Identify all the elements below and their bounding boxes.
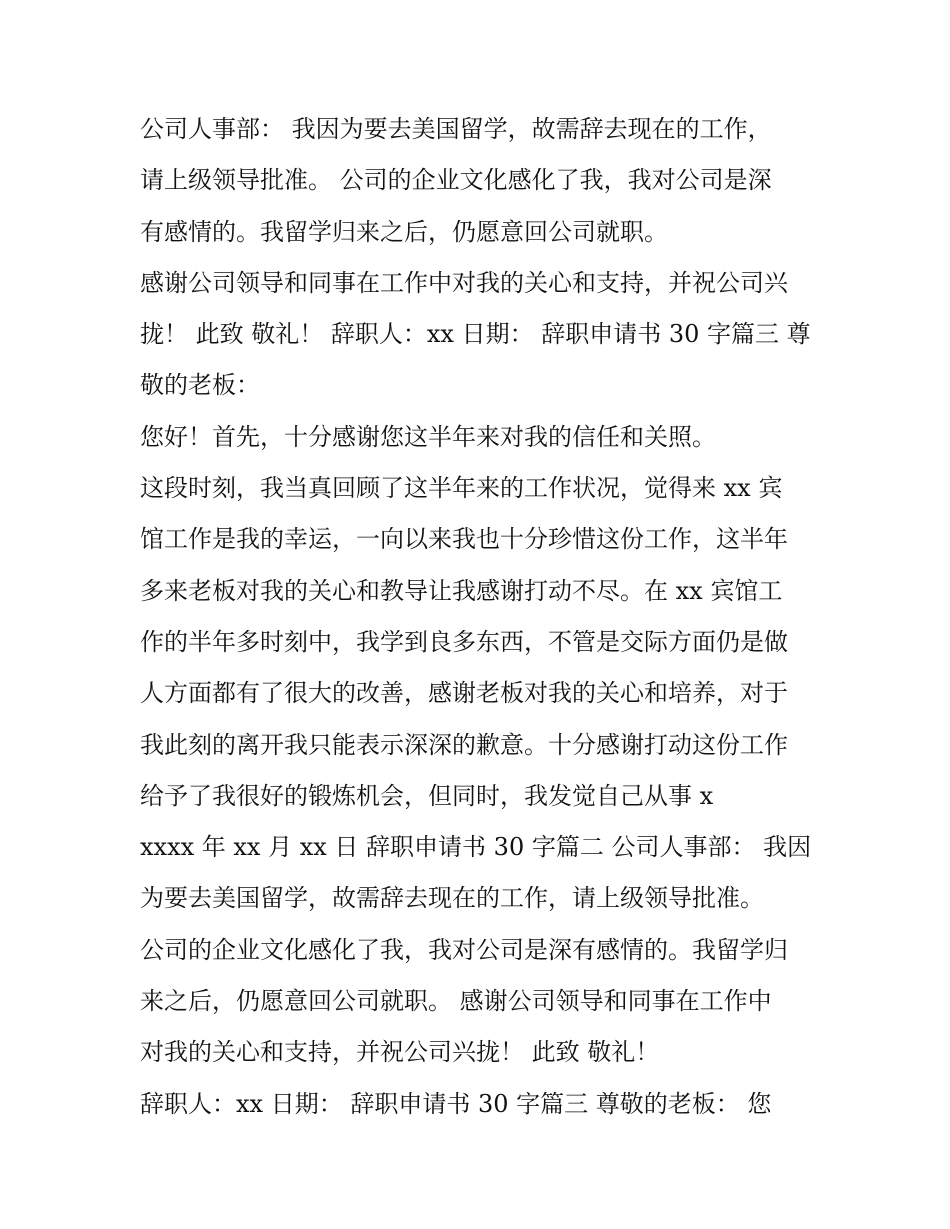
text-line: 敬的老板： [140,371,260,400]
text-line: 作的半年多时刻中，我学到良多东西，不管是交际方面仍是做 [140,627,788,656]
text-line: 感谢公司领导和同事在工作中对我的关心和支持，并祝公司兴 [140,268,788,297]
text-line: 有感情的。我留学归来之后，仍愿意回公司就职。 [140,217,668,246]
text-line: 多来老板对我的关心和教导让我感谢打动不尽。在 xx 宾馆工 [140,576,783,605]
text-line: xxxx 年 xx 月 xx 日 辞职申请书 30 字篇二 公司人事部： 我因 [140,833,812,862]
text-line: 您好！首先，十分感谢您这半年来对我的信任和关照。 [140,422,716,451]
text-line: 为要去美国留学，故需辞去现在的工作，请上级领导批准。 [140,884,764,913]
text-line: 我此刻的离开我只能表示深深的歉意。十分感谢打动这份工作 [140,730,788,759]
text-line: 拢！ 此致 敬礼！ 辞职人：xx 日期： 辞职申请书 30 字篇三 尊 [140,320,811,349]
text-line: 来之后，仍愿意回公司就职。 感谢公司领导和同事在工作中 [140,987,772,1016]
document-body [140,104,830,1130]
text-line: 请上级领导批准。 公司的企业文化感化了我，我对公司是深 [140,166,772,195]
text-line: 公司人事部： 我因为要去美国留学，故需辞去现在的工作， [140,115,772,143]
text-line: 对我的关心和支持，并祝公司兴拢！ 此致 敬礼！ [140,1038,660,1067]
text-line: 这段时刻，我当真回顾了这半年来的工作状况，觉得来 xx 宾 [140,474,783,503]
text-line: 给予了我很好的锻炼机会，但同时，我发觉自己从事 x [140,781,714,810]
text-line: 馆工作是我的幸运，一向以来我也十分珍惜这份工作，这半年 [140,525,788,554]
text-line: 公司的企业文化感化了我，我对公司是深有感情的。我留学归 [140,935,788,964]
text-line: 人方面都有了很大的改善，感谢老板对我的关心和培养，对于 [140,679,788,708]
text-line: 辞职人：xx 日期： 辞职申请书 30 字篇三 尊敬的老板： 您 [140,1089,772,1118]
